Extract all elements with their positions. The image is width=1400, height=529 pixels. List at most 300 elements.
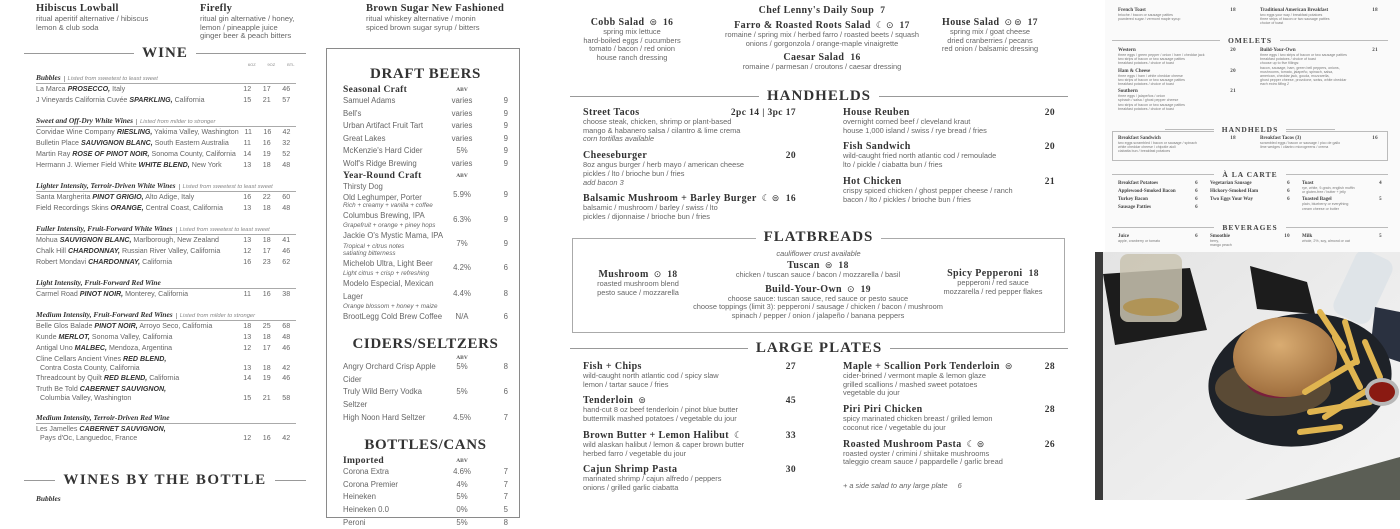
wine-row (36, 332, 296, 343)
menu-item (1260, 136, 1378, 149)
varietal: RED BLEND, (103, 374, 148, 382)
menu-item (843, 361, 1055, 398)
ketchup (1369, 382, 1395, 402)
menu-item (680, 5, 964, 16)
beer-name (343, 181, 447, 210)
moon-icon: ☾ (966, 438, 975, 449)
item-price: 19 (860, 284, 871, 295)
item-price: 16 (785, 194, 796, 205)
beer-row (343, 158, 508, 171)
beer-name (343, 466, 447, 479)
wine-name (36, 321, 238, 332)
group-title: Seasonal Craft (343, 85, 408, 95)
item-name: House Salad (942, 17, 1000, 28)
cocktail-name: Firefly (200, 3, 233, 14)
item-description: overnight corned beef / cleveland kraut (843, 117, 971, 126)
menu-item (1210, 181, 1290, 186)
price: 8 (503, 362, 508, 372)
item-name: Maple + Scallion Pork Tenderloin (843, 361, 1000, 372)
item-price: 18 (1372, 8, 1378, 13)
item-description: breakfast potatoes / choice of toast (1260, 57, 1316, 62)
large-plates-heading (570, 340, 1068, 357)
price: 16 (243, 258, 252, 266)
section-title: À LA CARTE (1222, 170, 1278, 179)
price: 14 (243, 374, 252, 382)
abv: varies (451, 133, 473, 143)
varietal: ROSE OF PINOT NOIR, (72, 150, 150, 158)
cocktail-desc: ginger beer & peach bitters (200, 31, 292, 41)
menu-item (1302, 181, 1382, 194)
wine-row (36, 235, 296, 246)
beer-name (343, 386, 447, 411)
wine-row (36, 257, 296, 268)
item-description: breakfast potatoes / choice of toast (1118, 106, 1174, 111)
cocktail-name: Hibiscus Lowball (36, 3, 119, 14)
beer-row (343, 361, 508, 386)
price: 46 (282, 85, 291, 93)
item-price: 20 (1230, 48, 1236, 53)
wine-row (36, 343, 296, 354)
section-title: HANDHELDS (1214, 125, 1287, 134)
item-description: chicken / tuscan sauce / bacon / mozzarella / basil (735, 270, 901, 279)
moon-icon: ☾ (761, 193, 770, 204)
beer-row (343, 311, 508, 324)
varietal: CHARDONNAY, (67, 247, 120, 255)
handhelds-left (583, 107, 796, 228)
tasting-note: Light citrus + crisp + refreshing (343, 270, 430, 278)
region-line-2: Pays d'Oc, Languedoc, France (40, 433, 138, 442)
producer: Threadcount by Quilt (36, 374, 102, 382)
item-name: Cheeseburger (583, 150, 648, 162)
wine-name (36, 289, 238, 300)
menu-item (1302, 197, 1382, 210)
varietal: CABERNET SAUVIGNON, (79, 385, 167, 393)
item-description: three eggs / green pepper / onion / ham / cheddar jack (1118, 53, 1205, 57)
varietal: ORANGE, (110, 204, 144, 212)
gluten-free-icon: ⊜ (771, 193, 780, 204)
section-note: Listed from sweetest to least sweet (179, 184, 273, 190)
item-name: Two Eggs Your Way (1210, 197, 1254, 202)
beer-group-header (343, 171, 508, 181)
item-description: 8oz angus burger / herb mayo / american cheese (583, 160, 745, 170)
item-price: 6 (1195, 181, 1198, 186)
abv-label: ABV (456, 172, 468, 179)
menu-item (843, 107, 1055, 135)
cocktail-desc: spiced brown sugar syrup / bitters (366, 22, 480, 32)
wine-row (36, 127, 296, 138)
item-description: choose sauce: tuscan sauce, red sauce or pesto sauce (727, 293, 909, 303)
item-description: crispy spiced chicken / ghost pepper cheese / ranch (843, 185, 1013, 195)
beer-name (343, 278, 447, 311)
handhelds-heading (570, 88, 1068, 105)
wine-menu-page (0, 0, 310, 503)
section-note: Listed from sweetest to least sweet (64, 76, 158, 82)
item-note: corn tortillas available (583, 134, 655, 144)
beer-row (343, 145, 508, 158)
item-name: Hot Chicken (843, 175, 902, 187)
burger-and-fries-photo (1095, 252, 1400, 500)
item-note: each extra filling 2 (1260, 82, 1289, 87)
beer-name-line: Great Lakes (343, 133, 386, 143)
abv: varies (451, 96, 473, 105)
wine-name (36, 246, 238, 257)
price: 15 (243, 393, 252, 402)
menu-item (928, 268, 1058, 296)
price: 11 (243, 139, 251, 147)
producer: Corvidae Wine Company (36, 128, 115, 136)
item-description: bacon / lto / pickles / brioche bun / fries (843, 194, 971, 204)
beer-row (343, 491, 508, 504)
price: 9 (503, 96, 508, 105)
drink (1123, 298, 1179, 316)
item-description: three eggs / ham / white cheddar cheese (1118, 73, 1183, 78)
price: 46 (282, 344, 291, 352)
beer-row (343, 120, 508, 133)
price: 42 (282, 433, 291, 442)
wine-name (36, 373, 238, 384)
item-price: 21 (1044, 176, 1055, 187)
beer-row (343, 466, 508, 479)
item-title-line (680, 5, 964, 16)
a-la-carte-col-3 (1302, 181, 1382, 214)
beer-name-line: Corona Premier (343, 479, 399, 489)
item-description: scrambled eggs / bacon or sausage / pico de gallo (1260, 141, 1341, 145)
menu-item (583, 395, 796, 423)
gluten-free-icon: ⊜ (824, 260, 833, 270)
wine-row (36, 138, 296, 149)
beverages-col-3 (1302, 234, 1382, 246)
item-description: two strips of bacon or two sausage patties (1118, 77, 1185, 82)
price: 7 (503, 479, 508, 489)
price: 68 (282, 322, 291, 330)
cocktail-hibiscus-lowball (36, 3, 148, 32)
abv: 7% (456, 238, 468, 248)
item-name: Sausage Patties (1118, 205, 1151, 210)
item-description: romaine / spring mix / herbed farro / roasted beets / squash (725, 30, 919, 39)
menu-item (583, 361, 796, 389)
item-description: mushrooms, tomato, jalapeño, spinach, salsa, (1260, 69, 1334, 74)
section-title: BEVERAGES (1222, 223, 1278, 232)
wine-row (36, 424, 296, 443)
item-price: 18 (667, 270, 678, 280)
price: 6 (503, 311, 508, 321)
wine-heading (24, 45, 306, 62)
beer-name-line: McKenzie's Hard Cider (343, 146, 423, 156)
menu-item (1118, 69, 1236, 87)
item-price: 30 (785, 465, 796, 476)
item-description: ghost pepper cheese, provolone, swiss, white cheddar (1260, 78, 1347, 83)
a-la-carte-heading (1112, 170, 1388, 179)
wine-row (36, 321, 296, 332)
item-description: coconut rice / vegetable du jour (843, 422, 946, 432)
beer-name (343, 361, 447, 386)
menu-item (583, 464, 796, 492)
beer-name-line: Jackie O's Mystic Mama, IPA (343, 230, 444, 240)
item-name: Western (1118, 48, 1136, 53)
wine-section-header (36, 221, 296, 235)
item-description: spring mix / goat cheese (949, 27, 1031, 36)
price: 9 (503, 238, 508, 248)
menu-item (583, 430, 796, 458)
price: 58 (282, 393, 291, 402)
item-price: 7 (880, 6, 886, 16)
section-title: Fuller Intensity, Fruit-Forward White Wines (36, 224, 173, 233)
item-description: choose toppings (limit 3): pepperoni / sausage / chicken / bacon / mushroom (693, 302, 943, 312)
item-description: dried cranberries / pecans (947, 35, 1033, 45)
item-description: hand-cut 8 oz beef tenderloin / pinot blue butter (583, 405, 738, 415)
price: 57 (282, 96, 291, 104)
beer-name-line: Truly Wild Berry Vodka Seltzer (343, 387, 423, 410)
beer-section-heading: DRAFT BEERS (370, 66, 481, 82)
wine-section (36, 410, 296, 443)
beer-group-header (343, 85, 508, 95)
abv: 6.3% (453, 214, 471, 224)
item-description: pepperoni / red sauce (957, 278, 1029, 287)
item-description: balsamic / mushroom / barley / swiss / lto (583, 203, 718, 213)
wine-name (36, 343, 238, 354)
tasting-note: Tropical + citrus notes (343, 242, 405, 250)
section-title: LARGE PLATES (755, 340, 883, 356)
item-price: 16 (1372, 136, 1378, 141)
beer-name-line: High Noon Hard Seltzer (343, 412, 426, 422)
item-description: choose up to five fillings: (1260, 61, 1300, 66)
item-name: Smoothie (1210, 234, 1230, 239)
item-name: Traditional American Breakfast (1260, 8, 1329, 13)
price: 9 (503, 121, 508, 131)
region: Marlborough, New Zealand (133, 236, 219, 244)
abv: 5% (456, 387, 468, 397)
item-name: Chef Lenny's Daily Soup (758, 5, 875, 16)
item-title-line (1210, 197, 1290, 202)
item-name: Mushroom (598, 269, 649, 280)
wine-name (36, 203, 238, 214)
region: South Eastern Australia (154, 139, 229, 147)
wine-title: WINE (142, 45, 188, 61)
wine-name (36, 425, 238, 442)
price: 16 (243, 193, 252, 201)
item-description: two eggs your way / breakfast potatoes (1260, 13, 1323, 17)
cocktail-desc: ritual aperitif alternative / hibiscus (36, 14, 149, 23)
wine-row (36, 95, 296, 106)
price: 7 (503, 492, 508, 502)
item-description: wild-caught north atlantic cod / spicy slaw (583, 371, 719, 380)
wine-name (36, 84, 238, 95)
item-description: rye, white, 9-grain, english muffin (1302, 186, 1355, 190)
price: 11 (243, 290, 251, 298)
cocktail-name: Brown Sugar New Fashioned (366, 3, 505, 14)
beer-group (343, 355, 508, 424)
price: 18 (243, 322, 252, 330)
item-name: Farro & Roasted Roots Salad (734, 20, 871, 31)
cocktail-desc: ritual gin alternative / honey, (200, 14, 295, 23)
item-price: 20 (785, 151, 796, 162)
region: Monterey, California (125, 290, 189, 298)
producer: Field Recordings Skins (36, 204, 109, 212)
abv-label: ABV (456, 355, 468, 362)
beer-row (343, 230, 508, 258)
abv: varies (451, 121, 473, 131)
beer-name (343, 145, 447, 158)
item-name: Toasted Bagel (1302, 197, 1332, 203)
price: 18 (262, 236, 271, 244)
abv: 5% (456, 492, 468, 502)
region: California (142, 258, 173, 266)
region: New York (191, 161, 222, 169)
beer-name-line: Thirsty Dog (343, 181, 383, 191)
price: 9 (503, 189, 508, 199)
item-description: ciabatta bun / breakfast potatoes (1118, 149, 1171, 154)
flatbreads-right (928, 268, 1058, 300)
item-description: three strips of bacon or two sausage patties (1260, 17, 1330, 22)
item-price: 6 (1195, 234, 1198, 239)
item-price: 20 (1044, 108, 1055, 118)
abv: 0% (456, 505, 468, 515)
item-name: Applewood-Smoked Bacon (1118, 189, 1176, 194)
price: 8 (503, 289, 508, 298)
item-description: three eggs / jalapeños / onion (1118, 94, 1166, 99)
item-price: 27 (785, 362, 796, 372)
beverages-col-2 (1210, 234, 1290, 250)
menu-item (1118, 234, 1198, 243)
price: 14 (243, 150, 252, 158)
moon-icon: ☾ (875, 20, 884, 30)
producer: Carmel Road (36, 290, 78, 298)
region: Italy (112, 85, 126, 93)
beer-row (343, 517, 508, 529)
abv: 5.9% (453, 189, 471, 199)
item-description: vegetable du jour (843, 388, 900, 398)
item-description: herbed farro / vegetable du jour (583, 448, 687, 458)
beer-name-line: Old Leghumper, Porter (343, 193, 422, 203)
item-description: mango & habanero salsa / cilantro & lime crema (583, 125, 741, 135)
footnote-text: + a side salad to any large plate (843, 480, 948, 490)
item-description: buttermilk mashed potatoes / vegetable du jour (583, 414, 737, 424)
item-name: Fish + Chips (583, 361, 642, 372)
menu-item (1118, 205, 1198, 210)
item-description: pesto sauce / mozzarella (597, 287, 679, 297)
dot-circle-icon: ⊙ (1004, 17, 1013, 27)
producer: Antigal Uno (36, 344, 73, 352)
menu-item (843, 141, 1055, 169)
price: 13 (243, 236, 252, 244)
large-plates-right (843, 361, 1055, 490)
item-price: 17 (899, 21, 910, 31)
item-title-line (843, 439, 1055, 450)
menu-item (1210, 189, 1290, 194)
beer-name-line: BrootLegg Cold Brew Coffee (343, 311, 443, 321)
abv: N/A (455, 311, 469, 321)
item-price: 28 (1044, 405, 1055, 416)
section-title: Light Intensity, Fruit-Forward Red Wine (36, 278, 161, 287)
price: 21 (262, 393, 271, 402)
breakfast-top-right (1260, 8, 1378, 29)
item-description: house 1,000 island / swiss / rye bread / fries (843, 125, 987, 135)
column-header: 9OZ (267, 62, 276, 67)
item-description: onions / gorgonzola / orange-maple vinaigrette (745, 38, 899, 48)
tasting-note: satiating bitterness (343, 250, 396, 258)
item-description: two strips of bacon or two sausage patties (1118, 102, 1185, 107)
item-description: breakfast potatoes / choice of toast (1118, 82, 1174, 87)
item-price: 5 (1379, 197, 1382, 203)
beer-name-line: Columbus Brewing, IPA (343, 210, 425, 220)
price: 22 (262, 193, 271, 201)
producer: Chalk Hill (36, 247, 66, 255)
moon-icon: ☾ (734, 429, 743, 440)
item-description: onions / grilled garlic ciabatta (583, 482, 679, 492)
price: 16 (262, 139, 271, 147)
price: 17 (262, 247, 271, 255)
group-title: Imported (343, 456, 384, 467)
item-title-line (1118, 205, 1198, 210)
wine-section (36, 113, 296, 171)
gluten-free-icon: ⊜ (649, 17, 657, 27)
wine-row (36, 149, 296, 160)
varietal: MALBEC, (74, 344, 107, 352)
item-description: berry, (1210, 239, 1219, 243)
item-description: hard-boiled eggs / cucumbers (583, 35, 681, 45)
wine-section (36, 275, 296, 300)
item-description: spinach / salsa / ghost pepper cheese (1118, 98, 1179, 103)
wine-section (36, 221, 296, 268)
item-description: cider-brined / vermont maple & lemon glaze (843, 371, 986, 380)
price: 12 (243, 85, 252, 93)
beer-row (343, 504, 508, 517)
price: 15 (243, 96, 252, 104)
beer-name (343, 133, 447, 146)
region: Sonoma Valley, California (91, 333, 173, 341)
item-description: house ranch dressing (596, 53, 668, 63)
beer-row (343, 412, 508, 425)
price: 9 (503, 158, 508, 168)
producer: Santa Margherita (36, 193, 91, 201)
price: 7 (503, 467, 508, 477)
item-price: 21 (1372, 48, 1378, 53)
price: 19 (262, 374, 271, 382)
beer-group (343, 456, 508, 529)
breakfast-handhelds-heading (1165, 125, 1335, 134)
price: 48 (282, 161, 291, 169)
abv: 4.4% (453, 289, 471, 298)
item-title-line (1210, 181, 1290, 186)
price: 41 (282, 236, 291, 244)
price: 9 (503, 108, 508, 118)
abv: 4.2% (453, 262, 471, 272)
beer-name (343, 517, 447, 529)
omelets-right (1260, 48, 1378, 90)
item-description: plain, blueberry or everything (1302, 202, 1349, 207)
item-price: 6 (1287, 189, 1290, 194)
beer-row (343, 133, 508, 146)
varietal: RIESLING, (116, 128, 153, 136)
item-name: Build-Your-Own (1260, 48, 1296, 53)
item-price: 4 (1379, 181, 1382, 186)
item-name: Roasted Mushroom Pasta (843, 438, 962, 450)
dot-circle-icon: ⊙ (885, 20, 894, 30)
item-name: Caesar Salad (783, 52, 845, 64)
item-description: pickles / dijonnaise / brioche bun / fries (583, 211, 710, 221)
item-name: Build-Your-Own (765, 283, 843, 295)
wine-row (36, 354, 296, 373)
varietal: PINOT NOIR, (79, 290, 124, 298)
menu-item (1118, 197, 1198, 202)
gluten-free-icon: ⊜ (1004, 361, 1013, 371)
price: 6 (503, 262, 508, 272)
section-note: Listed from milder to stronger (176, 313, 255, 319)
beer-name (343, 412, 447, 425)
varietal: SAUVIGNON BLANC, (80, 139, 153, 147)
flatbreads-box (572, 238, 1065, 333)
salads-center (680, 5, 964, 76)
